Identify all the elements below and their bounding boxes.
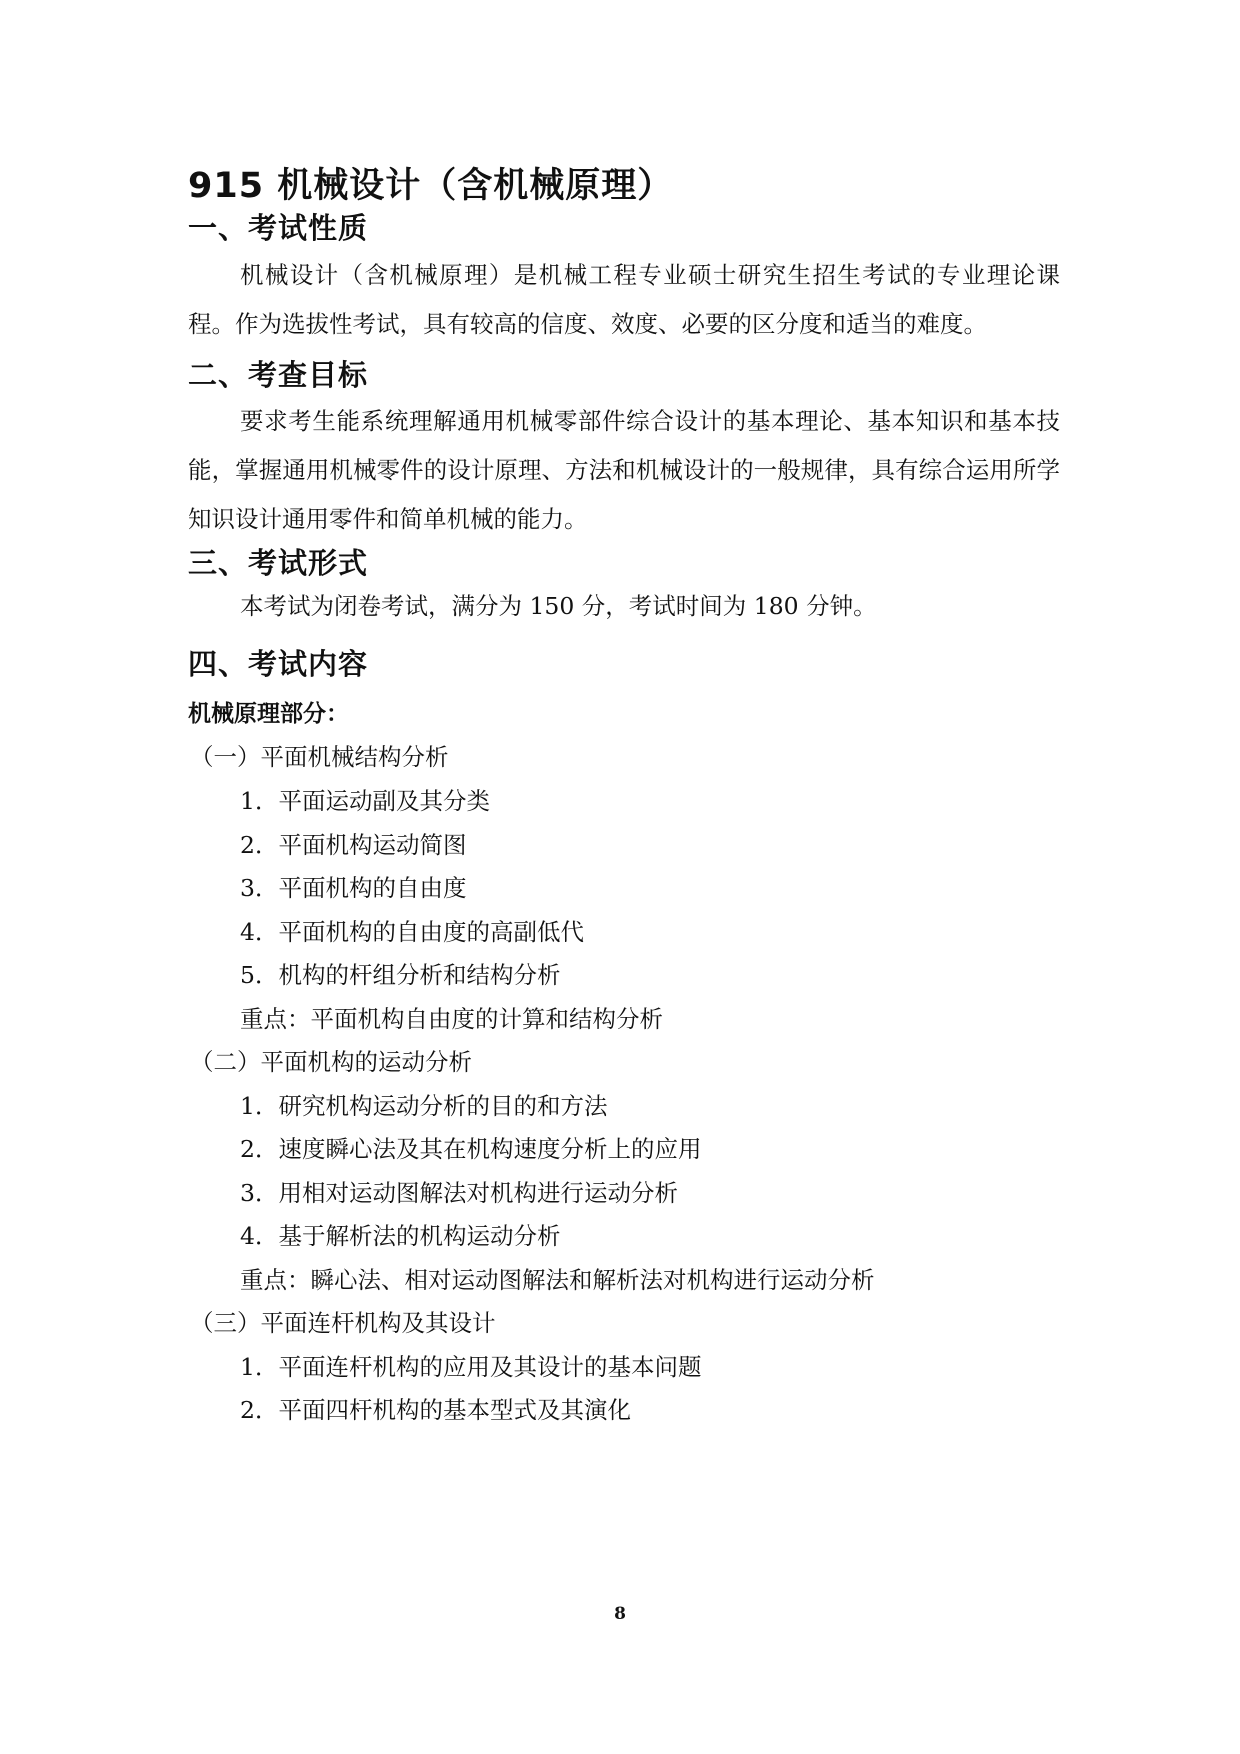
section-heading-nature: 一、考试性质 (188, 211, 369, 245)
list-item: 1．平面运动副及其分类 (240, 787, 490, 815)
list-item: 1．研究机构运动分析的目的和方法 (240, 1092, 608, 1120)
list-item: 3．平面机构的自由度 (240, 874, 467, 902)
key-point: 重点：瞬心法、相对运动图解法和解析法对机构进行运动分析 (240, 1266, 875, 1294)
page-number: 8 (614, 1604, 626, 1624)
topic-title: （二）平面机构的运动分析 (190, 1048, 472, 1076)
list-item: 4．平面机构的自由度的高副低代 (240, 918, 584, 946)
key-point: 重点：平面机构自由度的计算和结构分析 (240, 1005, 663, 1033)
topic-title: （一）平面机械结构分析 (190, 743, 449, 771)
topic-title: （三）平面连杆机构及其设计 (190, 1309, 496, 1337)
list-item: 2．速度瞬心法及其在机构速度分析上的应用 (240, 1135, 702, 1163)
section-paragraph-nature: 机械设计（含机械原理）是机械工程专业硕士研究生招生考试的专业理论课程。作为选拔性考试，具有较高的信度、效度、必要的区分度和适当的难度。 (188, 261, 1060, 338)
list-item: 3．用相对运动图解法对机构进行运动分析 (240, 1179, 678, 1207)
list-item: 4．基于解析法的机构运动分析 (240, 1222, 561, 1250)
list-item: 5．机构的杆组分析和结构分析 (240, 961, 561, 989)
section-heading-content: 四、考试内容 (188, 647, 369, 681)
list-item: 2．平面四杆机构的基本型式及其演化 (240, 1396, 631, 1424)
list-item: 2．平面机构运动简图 (240, 831, 467, 859)
subheading-mechanism-theory: 机械原理部分： (188, 701, 349, 727)
section-heading-format: 三、考试形式 (188, 546, 369, 580)
section-heading-objectives: 二、考查目标 (188, 358, 369, 392)
section-paragraph-format: 本考试为闭卷考试，满分为 150 分，考试时间为 180 分钟。 (240, 592, 877, 620)
document-title: 915 机械设计（含机械原理） (188, 166, 674, 206)
list-item: 1．平面连杆机构的应用及其设计的基本问题 (240, 1353, 702, 1381)
section-paragraph-objectives: 要求考生能系统理解通用机械零部件综合设计的基本理论、基本知识和基本技能，掌握通用机械零件的设计原理、方法和机械设计的一般规律，具有综合运用所学知识设计通用零件和简单机械的能力。 (188, 407, 1060, 533)
